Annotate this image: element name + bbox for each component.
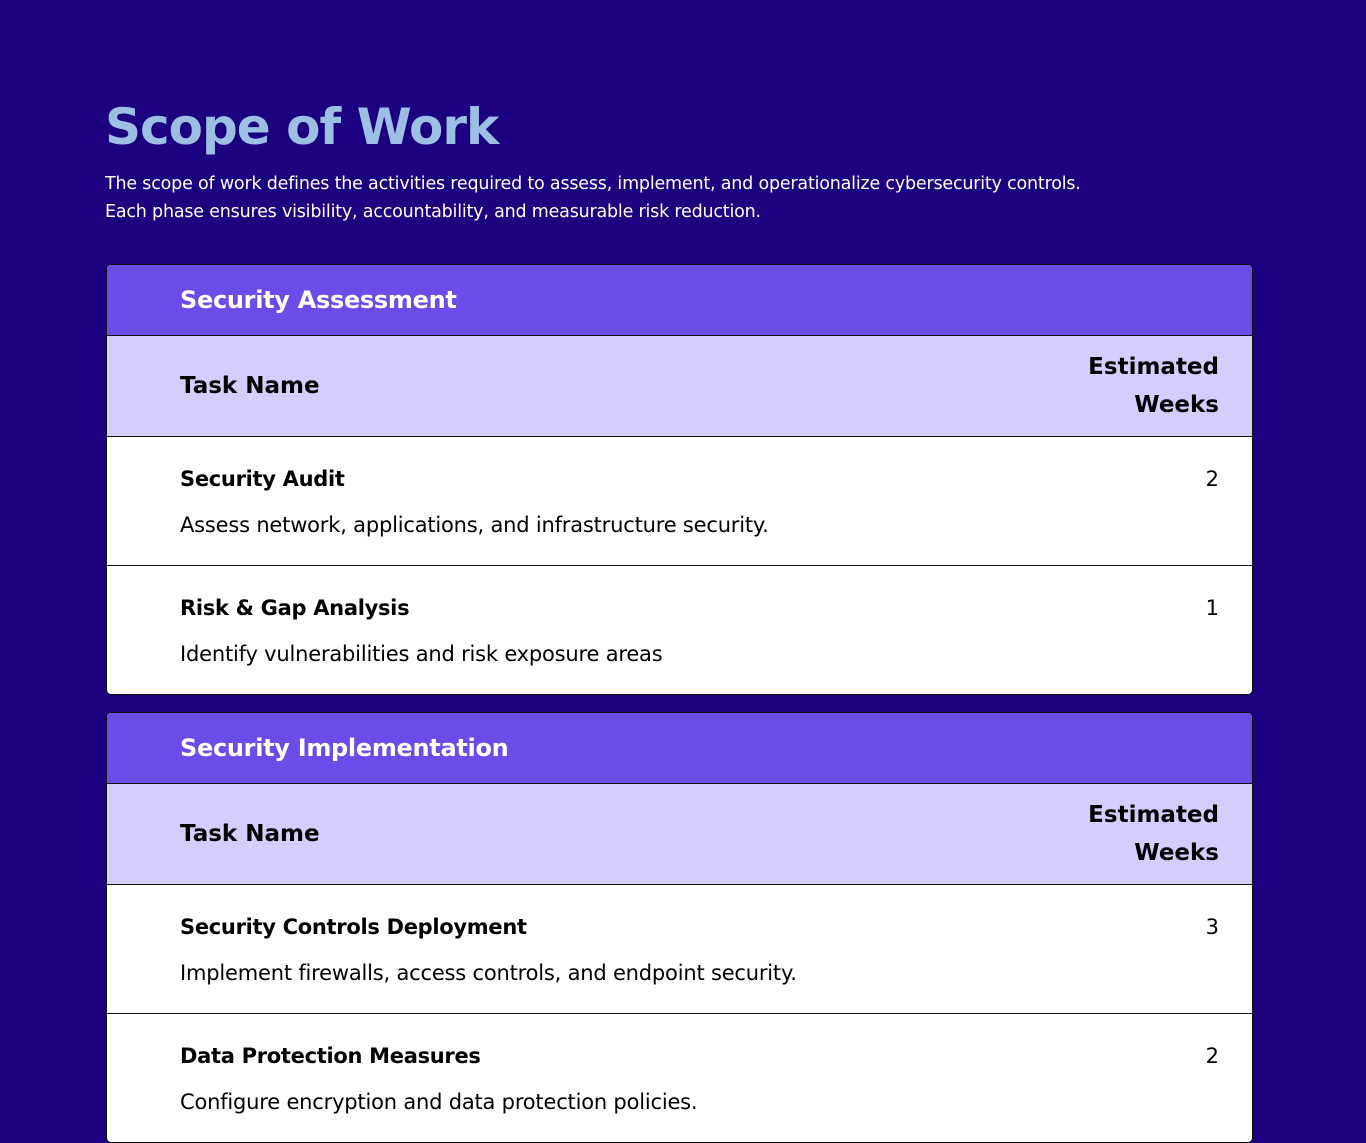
- task-description: Implement firewalls, access controls, and endpoint security.: [180, 961, 797, 985]
- task-name: Security Controls Deployment: [180, 915, 527, 939]
- task-name: Security Audit: [180, 467, 345, 491]
- phase-title: Security Assessment: [180, 286, 457, 314]
- phase-security-assessment: [106, 264, 1253, 695]
- task-weeks: 2: [1205, 467, 1219, 491]
- table-row: [107, 566, 1252, 694]
- phase-title: Security Implementation: [180, 734, 509, 762]
- intro-line-1: The scope of work defines the activities required to assess, implement, and operationalize cybersecurity controls.: [105, 174, 1081, 194]
- task-description: Configure encryption and data protection policies.: [180, 1090, 698, 1114]
- column-weeks-line-2: Weeks: [1134, 392, 1219, 418]
- task-description: Assess network, applications, and infrastructure security.: [180, 513, 769, 537]
- column-weeks-line-1: Estimated: [1088, 354, 1219, 380]
- table-column-header: [107, 784, 1252, 885]
- task-weeks: 2: [1205, 1044, 1219, 1068]
- task-name: Risk & Gap Analysis: [180, 596, 410, 620]
- task-name: Data Protection Measures: [180, 1044, 481, 1068]
- column-weeks-line-1: Estimated: [1088, 802, 1219, 828]
- column-task-name: Task Name: [180, 373, 320, 399]
- column-estimated-weeks: [1069, 348, 1219, 424]
- table-row: [107, 885, 1252, 1014]
- intro-line-2: Each phase ensures visibility, accountability, and measurable risk reduction.: [105, 202, 761, 222]
- phase-header: [107, 265, 1252, 336]
- task-description: Identify vulnerabilities and risk exposure areas: [180, 642, 663, 666]
- phase-header: [107, 713, 1252, 784]
- phase-security-implementation: [106, 712, 1253, 1143]
- table-column-header: [107, 336, 1252, 437]
- column-weeks-line-2: Weeks: [1134, 840, 1219, 866]
- column-estimated-weeks: [1069, 796, 1219, 872]
- intro-text: [105, 170, 1265, 226]
- table-row: [107, 437, 1252, 566]
- column-task-name: Task Name: [180, 821, 320, 847]
- task-weeks: 1: [1205, 596, 1219, 620]
- table-row: [107, 1014, 1252, 1142]
- page-title: Scope of Work: [105, 98, 499, 156]
- task-weeks: 3: [1205, 915, 1219, 939]
